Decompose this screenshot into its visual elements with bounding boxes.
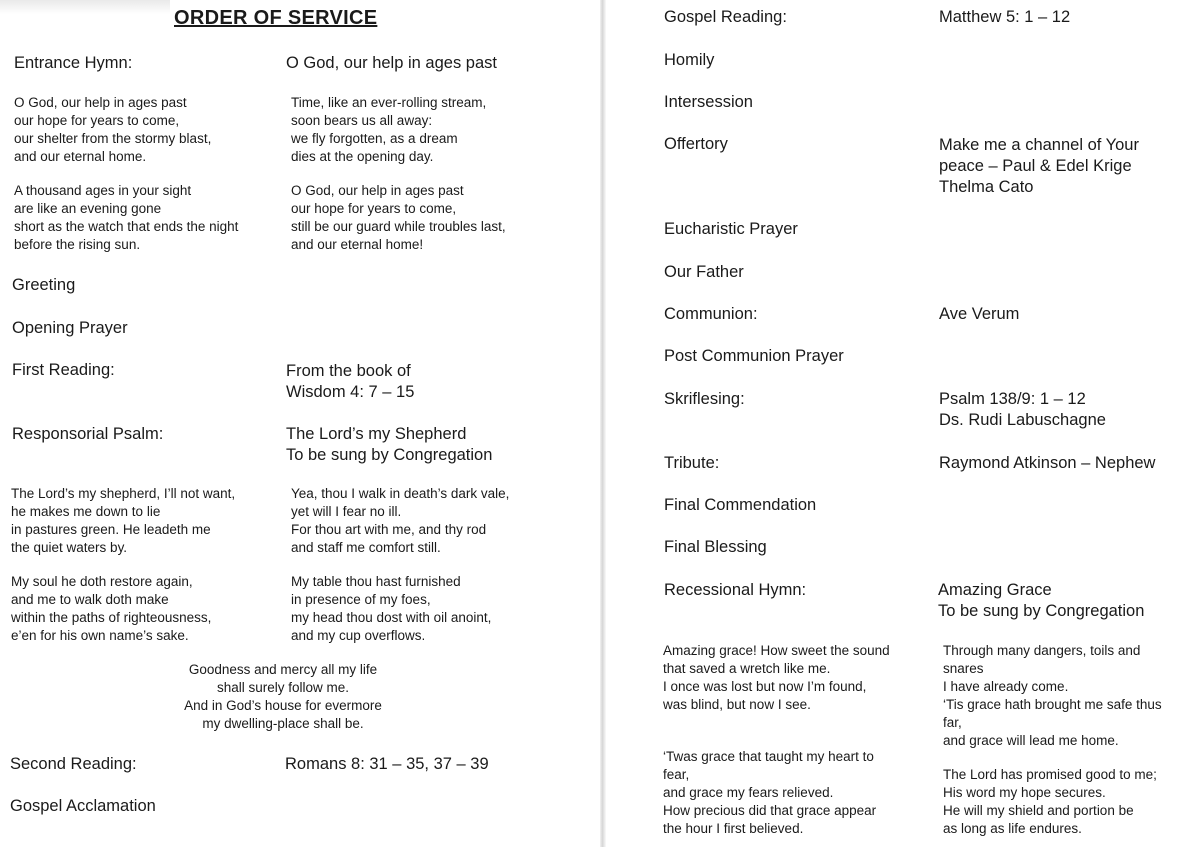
- responsorial-psalm-label: Responsorial Psalm:: [12, 425, 164, 443]
- right-page: [606, 0, 1200, 847]
- our-father-label: Our Father: [664, 263, 744, 281]
- second-reading-label: Second Reading:: [10, 755, 137, 773]
- psalm-verse-2: My soul he doth restore again, and me to walk doth make within the paths of righteousness, e’en for his own name’s sake.: [11, 574, 212, 643]
- skriflesing-value: Psalm 138/9: 1 – 12 Ds. Rudi Labuschagne: [939, 390, 1106, 429]
- communion-value: Ave Verum: [939, 305, 1020, 323]
- final-commendation-label: Final Commendation: [664, 496, 817, 514]
- gospel-reading-label: Gospel Reading:: [664, 8, 787, 26]
- greeting-label: Greeting: [12, 276, 76, 294]
- entrance-hymn-verse-2: A thousand ages in your sight are like an evening gone short as the watch that ends the night before the rising sun.: [14, 183, 239, 252]
- recessional-verse-4: The Lord has promised good to me; His word my hope secures. He will my shield and portion be as long as life endures.: [943, 767, 1157, 836]
- recessional-verse-1: Amazing grace! How sweet the sound that saved a wretch like me. I once was lost but now I’m found, was blind, but now I see.: [663, 643, 890, 712]
- entrance-hymn-title: O God, our help in ages past: [286, 54, 497, 72]
- responsorial-psalm-value: The Lord’s my Shepherd To be sung by Congregation: [286, 425, 493, 464]
- psalm-closing-verse: Goodness and mercy all my life shall surely follow me. And in God’s house for evermore my dwelling-place shall be.: [184, 662, 382, 731]
- entrance-hymn-verse-4: O God, our help in ages past our hope for years to come, still be our guard while troubles last, and our eternal home!: [291, 183, 506, 252]
- gospel-acclamation-label: Gospel Acclamation: [10, 797, 156, 815]
- second-reading-value: Romans 8: 31 – 35, 37 – 39: [285, 755, 489, 773]
- entrance-hymn-verse-3: Time, like an ever-rolling stream, soon bears us all away: we fly forgotten, as a dream dies at the opening day.: [291, 95, 487, 164]
- psalm-verse-3: Yea, thou I walk in death’s dark vale, yet will I fear no ill. For thou art with me, and thy rod and staff me comfort still.: [291, 486, 510, 555]
- entrance-hymn-verse-1: O God, our help in ages past our hope for years to come, our shelter from the stormy blast, and our eternal home.: [14, 95, 212, 164]
- offertory-label: Offertory: [664, 135, 728, 153]
- tribute-label: Tribute:: [664, 454, 720, 472]
- gospel-reading-value: Matthew 5: 1 – 12: [939, 8, 1071, 26]
- communion-label: Communion:: [664, 305, 758, 323]
- final-blessing-label: Final Blessing: [664, 538, 767, 556]
- first-reading-value: From the book of Wisdom 4: 7 – 15: [286, 362, 415, 401]
- eucharistic-prayer-label: Eucharistic Prayer: [664, 220, 798, 238]
- post-communion-prayer-label: Post Communion Prayer: [664, 347, 844, 365]
- psalm-verse-4: My table thou hast furnished in presence of my foes, my head thou dost with oil anoint, and my cup overflows.: [291, 574, 492, 643]
- entrance-hymn-label: Entrance Hymn:: [14, 54, 133, 72]
- page-title: ORDER OF SERVICE: [174, 7, 378, 29]
- recessional-hymn-value: Amazing Grace To be sung by Congregation: [938, 581, 1145, 620]
- recessional-verse-2: ‘Twas grace that taught my heart to fear, and grace my fears relieved. How precious did that grace appear the hour I first believed.: [663, 749, 877, 836]
- first-reading-label: First Reading:: [12, 361, 115, 379]
- psalm-verse-1: The Lord’s my shepherd, I’ll not want, he makes me down to lie in pastures green. He leadeth me the quiet waters by.: [11, 486, 236, 555]
- skriflesing-label: Skriflesing:: [664, 390, 745, 408]
- intersession-label: Intersession: [664, 93, 753, 111]
- offertory-value: Make me a channel of Your peace – Paul & Edel Krige Thelma Cato: [939, 136, 1139, 196]
- recessional-verse-3: Through many dangers, toils and snares I have already come. ‘Tis grace hath brought me safe thus far, and grace will lead me home.: [943, 643, 1162, 748]
- tribute-value: Raymond Atkinson – Nephew: [939, 454, 1156, 472]
- homily-label: Homily: [664, 51, 715, 69]
- recessional-hymn-label: Recessional Hymn:: [664, 581, 807, 599]
- opening-prayer-label: Opening Prayer: [12, 319, 128, 337]
